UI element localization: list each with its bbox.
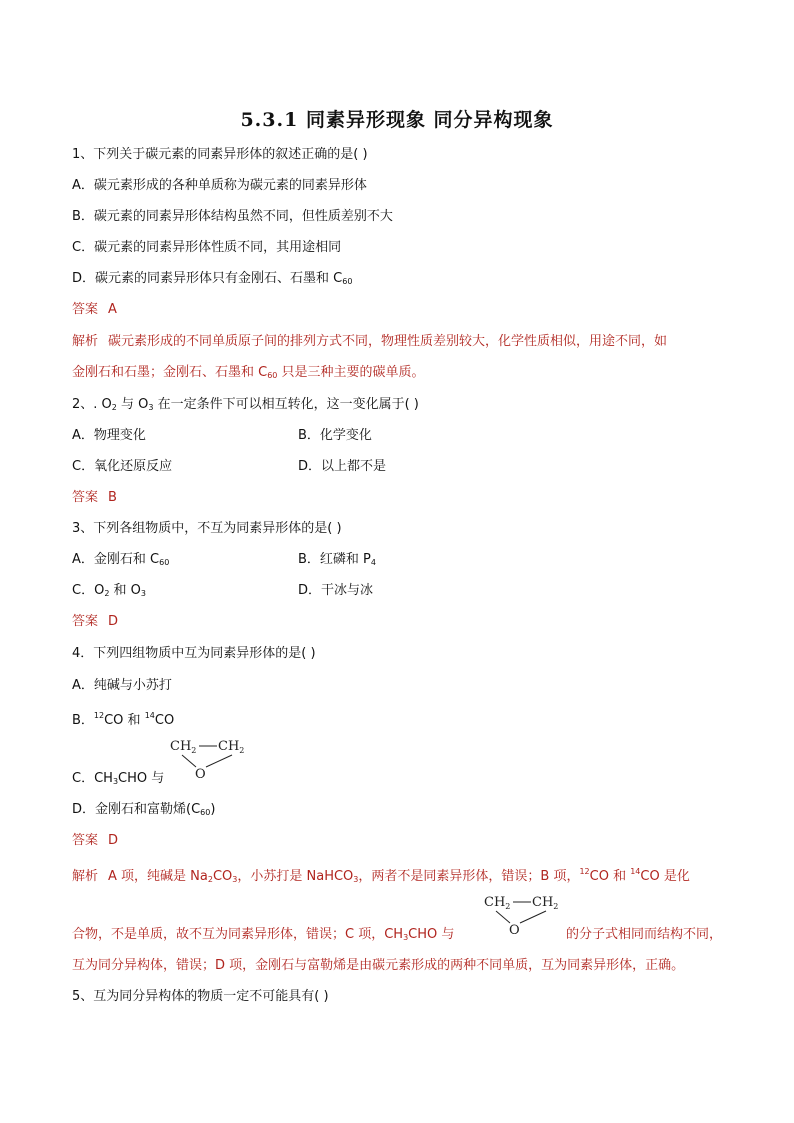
question-3-stem: 3、下列各组物质中，不互为同素异形体的是( )	[72, 521, 342, 536]
option-text: A．金刚石和 C	[72, 552, 160, 567]
question-3-option-a	[72, 551, 169, 572]
analysis-text: 金刚石和石墨；金刚石、石墨和 C	[72, 365, 268, 380]
subscript: 60	[342, 277, 353, 286]
svg-text:O: O	[509, 923, 520, 937]
subscript: 4	[370, 558, 376, 567]
subscript: 60	[267, 371, 278, 380]
option-text: D．金刚石和富勒烯(C	[72, 802, 201, 817]
question-4-option-d	[72, 801, 215, 822]
answer-value: B	[108, 490, 117, 505]
option-text: CHO 与	[118, 771, 165, 786]
question-4-option-b	[72, 707, 174, 730]
option-text: B．红磷和 P	[298, 552, 371, 567]
question-4-answer	[72, 832, 118, 850]
analysis-text: CO	[212, 869, 233, 884]
subscript: 2	[111, 403, 117, 412]
analysis-text: 碳元素形成的不同单质原子间的排列方式不同，物理性质差别较大，化学性质相似，用途不同，如	[108, 334, 668, 349]
option-text: CO 和	[104, 713, 145, 728]
svg-text:CH2: $CH_2$	[170, 739, 197, 755]
question-4-option-a: A．纯碱与小苏打	[72, 678, 172, 693]
question-4-analysis-line-2-tail: 的分子式相同而结构不同，	[566, 927, 723, 942]
subscript: 3	[148, 403, 154, 412]
question-1-option-a: A．碳元素形成的各种单质称为碳元素的同素异形体	[72, 178, 367, 193]
question-2-answer	[72, 489, 117, 507]
subscript: 3	[112, 777, 119, 786]
ethylene-oxide-structure	[170, 737, 260, 781]
analysis-text: ，小苏打是 NaHCO	[237, 869, 354, 884]
subscript: 3	[232, 875, 238, 884]
answer-value: D	[108, 833, 119, 848]
answer-label: 答案	[72, 302, 99, 317]
question-2-option-c: C．氧化还原反应	[72, 459, 173, 474]
subscript: 3	[353, 875, 359, 884]
option-text: D．碳元素的同素异形体只有金刚石、石墨和 C	[72, 271, 343, 286]
analysis-label: 解析	[72, 869, 99, 884]
answer-label: 答案	[72, 833, 99, 848]
question-2-stem	[72, 396, 419, 417]
superscript: 12	[93, 711, 105, 720]
superscript: 14	[144, 711, 155, 720]
ethylene-oxide-diagram	[484, 893, 574, 937]
answer-value: D	[108, 614, 119, 629]
question-4-analysis-line-3: 互为同分异构体，错误；D 项，金刚石与富勒烯是由碳元素形成的两种不同单质，互为同素异形体，正确。	[72, 958, 685, 973]
analysis-text: A 项，纯碱是 Na	[108, 869, 208, 884]
question-1-option-c: C．碳元素的同素异形体性质不同，其用途相同	[72, 240, 342, 255]
question-3-answer	[72, 613, 118, 631]
question-1-option-b: B．碳元素的同素异形体结构虽然不同，但性质差别不大	[72, 209, 393, 224]
analysis-text: CO 和	[589, 869, 631, 884]
question-3-option-c	[72, 582, 146, 603]
ethylene-oxide-structure-analysis	[484, 893, 574, 937]
question-1-analysis-line-1	[72, 333, 667, 351]
svg-text:CH2: $CH_2$	[218, 739, 245, 755]
question-2-option-b: B．化学变化	[298, 428, 372, 443]
question-3-option-d: D．干冰与冰	[298, 583, 374, 598]
subscript: 60	[200, 808, 211, 817]
analysis-text: CO 是化	[640, 869, 690, 884]
question-2-option-d: D．以上都不是	[298, 459, 387, 474]
svg-text:CH2: $CH_2$	[484, 895, 511, 911]
question-5-stem: 5、互为同分异构体的物质一定不可能具有( )	[72, 989, 329, 1004]
ethylene-oxide-diagram	[170, 737, 260, 781]
answer-value: A	[108, 302, 117, 317]
option-text: B．	[72, 713, 94, 728]
subscript: 3	[403, 933, 409, 942]
subscript: 60	[159, 558, 170, 567]
analysis-text: ，两者不是同素异形体，错误；B 项，	[358, 869, 580, 884]
analysis-text: 只是三种主要的碳单质。	[277, 365, 425, 380]
superscript: 14	[630, 867, 641, 876]
analysis-text: CHO 与	[408, 927, 455, 942]
question-4-stem: 4．下列四组物质中互为同素异形体的是( )	[72, 646, 316, 661]
answer-label: 答案	[72, 614, 99, 629]
analysis-label: 解析	[72, 334, 99, 349]
svg-text:O: O	[195, 767, 206, 781]
question-4-analysis-line-2	[72, 926, 454, 947]
stem-text: 与 O	[116, 397, 149, 412]
page-title: 5.3.1 同素异形现象 同分异构现象	[240, 109, 554, 131]
question-4-option-c	[72, 770, 164, 791]
svg-text:CH2: $CH_2$	[532, 895, 559, 911]
superscript: 12	[579, 867, 590, 876]
stem-text: 在一定条件下可以相互转化，这一变化属于( )	[153, 397, 419, 412]
question-1-stem: 1、下列关于碳元素的同素异形体的叙述正确的是( )	[72, 147, 368, 162]
stem-text: 2、. O	[72, 397, 112, 412]
option-text: CO	[154, 713, 175, 728]
analysis-text: 合物，不是单质，故不互为同素异形体，错误；C 项，CH	[72, 927, 404, 942]
question-1-answer	[72, 301, 117, 319]
answer-label: 答案	[72, 490, 99, 505]
subscript: 2	[104, 589, 110, 598]
question-3-option-b	[298, 551, 376, 572]
question-4-analysis-line-1	[72, 863, 690, 889]
option-text: C．CH	[72, 771, 113, 786]
subscript: 3	[140, 589, 146, 598]
option-text: C．O	[72, 583, 105, 598]
option-text: 和 O	[109, 583, 141, 598]
question-2-option-a: A．物理变化	[72, 428, 146, 443]
option-text: )	[210, 802, 216, 817]
question-1-analysis-line-2	[72, 364, 425, 385]
question-1-option-d	[72, 270, 352, 291]
subscript: 2	[207, 875, 213, 884]
